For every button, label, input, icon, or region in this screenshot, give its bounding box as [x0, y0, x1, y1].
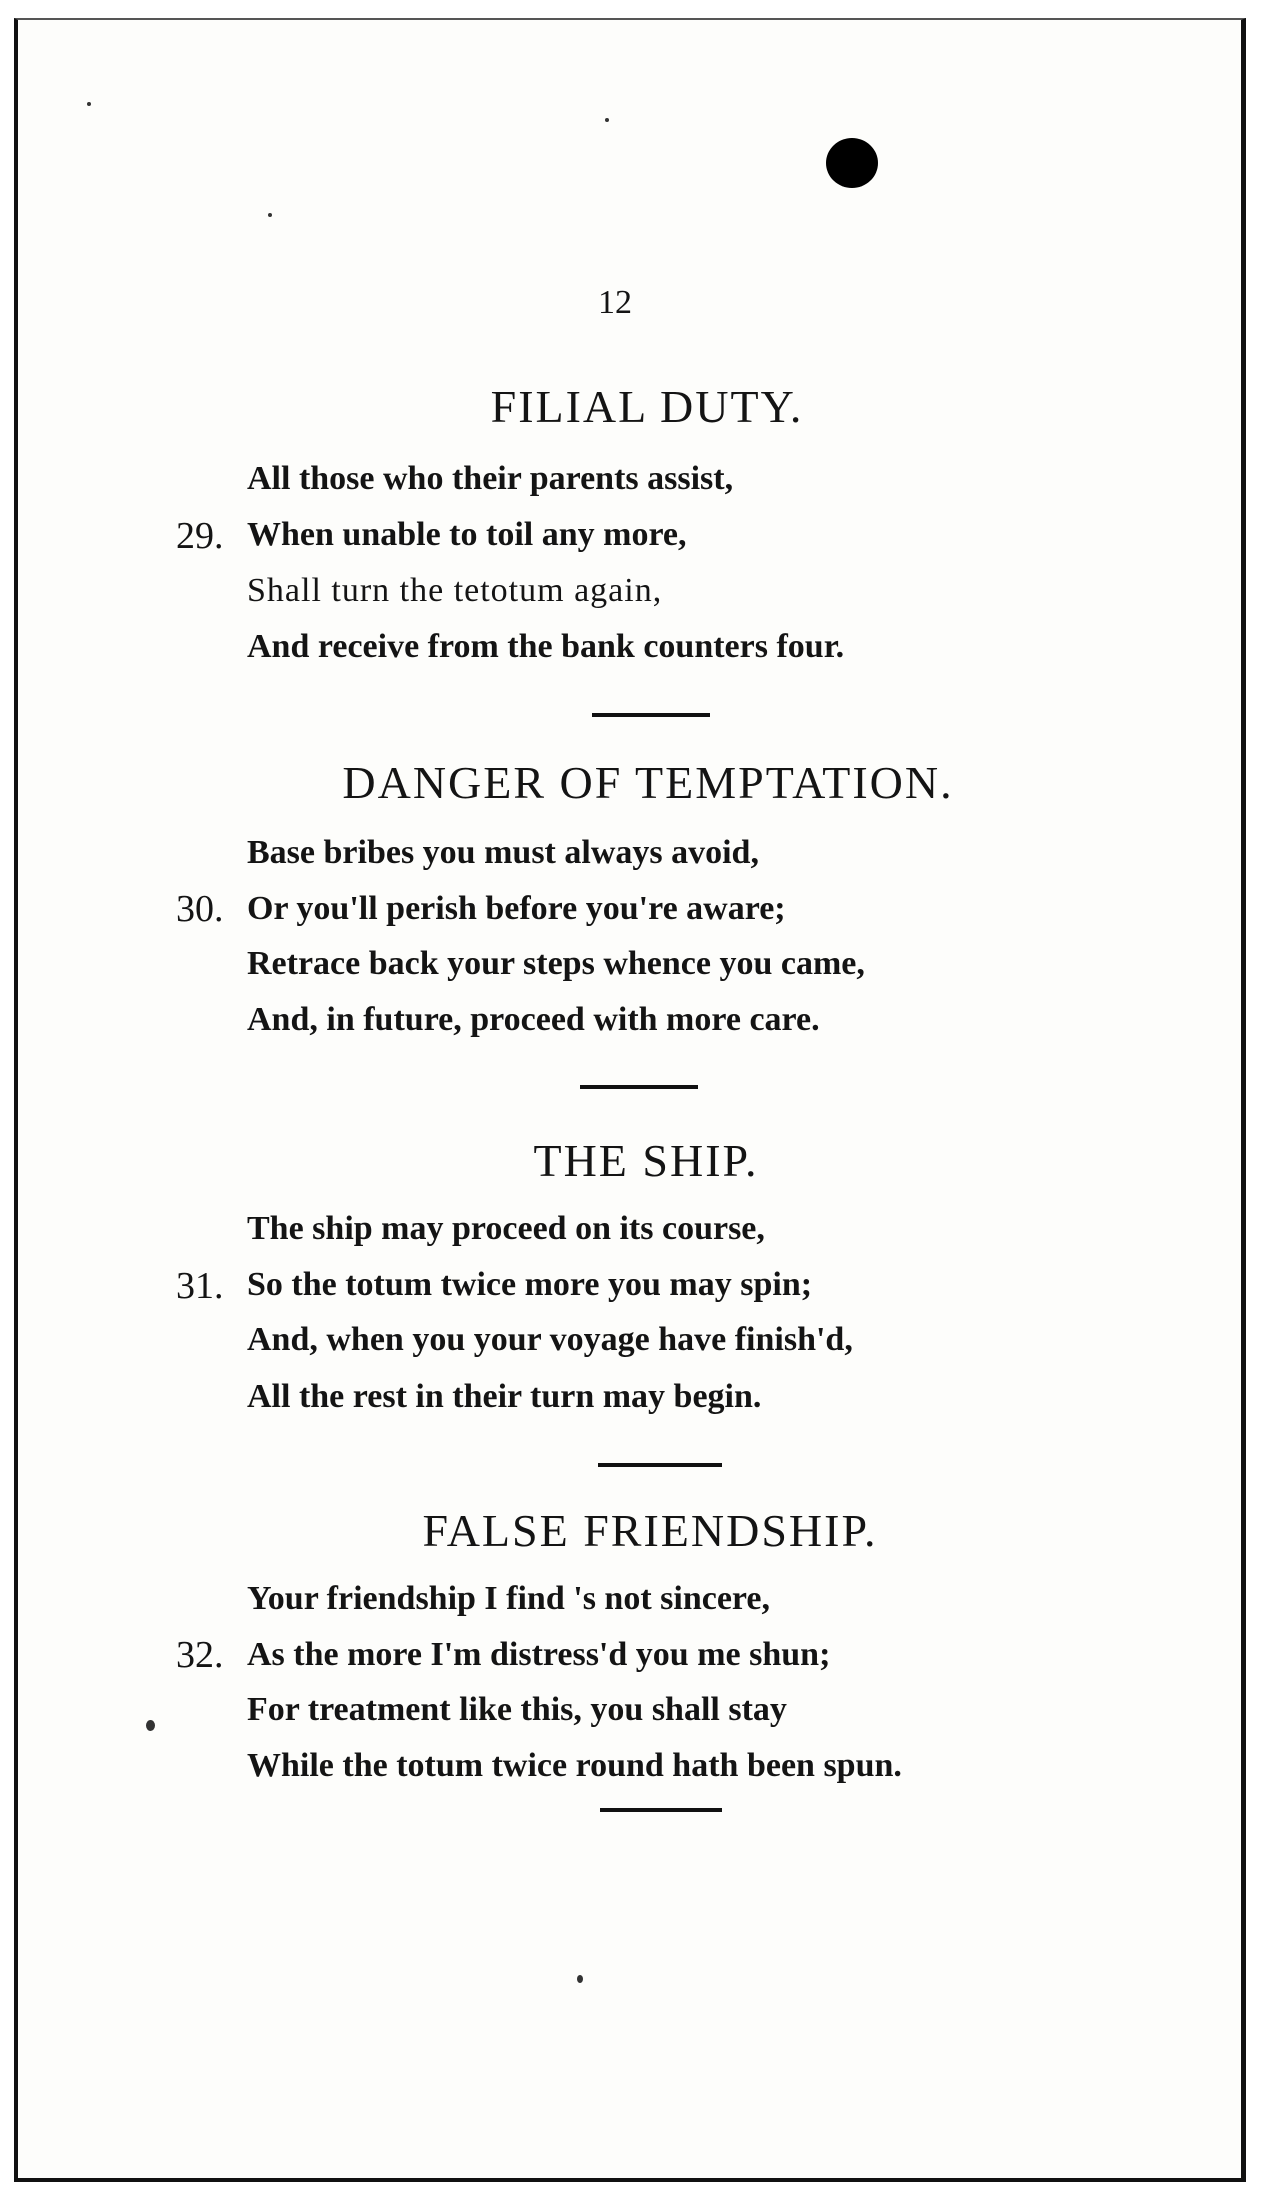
section-heading-false-friendship: FALSE FRIENDSHIP.: [422, 1505, 878, 1556]
verse-number-30: 30.: [176, 888, 224, 930]
verse-line: Base bribes you must always avoid,: [247, 834, 759, 871]
speck: [268, 213, 272, 217]
verse-line: Retrace back your steps whence you came,: [247, 945, 865, 982]
section-divider: [600, 1808, 722, 1812]
book-page: [14, 18, 1246, 2182]
verse-line: And, when you your voyage have finish'd,: [247, 1321, 853, 1358]
ink-blot: [826, 138, 878, 188]
verse-line: Shall turn the tetotum again,: [247, 572, 663, 609]
verse-line: While the totum twice round hath been spun.: [247, 1747, 902, 1784]
verse-line: When unable to toil any more,: [247, 516, 687, 553]
verse-line: All the rest in their turn may begin.: [247, 1378, 762, 1415]
verse-line: For treatment like this, you shall stay: [247, 1691, 787, 1728]
speck: [577, 1975, 583, 1983]
verse-number-29: 29.: [176, 515, 224, 557]
verse-line: Or you'll perish before you're aware;: [247, 890, 786, 927]
verse-line: So the totum twice more you may spin;: [247, 1266, 813, 1303]
verse-line: Your friendship I find 's not sincere,: [247, 1580, 770, 1617]
page-number: 12: [598, 284, 632, 321]
speck: [146, 1720, 155, 1731]
section-divider: [580, 1085, 698, 1089]
section-divider: [592, 713, 710, 717]
section-heading-danger-of-temptation: DANGER OF TEMPTATION.: [342, 757, 954, 808]
verse-number-32: 32.: [176, 1634, 224, 1676]
verse-line: And receive from the bank counters four.: [247, 628, 845, 665]
verse-line: The ship may proceed on its course,: [247, 1210, 765, 1247]
section-heading-filial-duty: FILIAL DUTY.: [490, 381, 804, 432]
speck: [605, 118, 609, 122]
section-divider: [598, 1463, 722, 1467]
verse-line: And, in future, proceed with more care.: [247, 1001, 820, 1038]
speck: [87, 102, 91, 106]
section-heading-the-ship: THE SHIP.: [533, 1135, 759, 1186]
verse-line: All those who their parents assist,: [247, 460, 734, 497]
verse-number-31: 31.: [176, 1265, 224, 1307]
verse-line: As the more I'm distress'd you me shun;: [247, 1636, 831, 1673]
